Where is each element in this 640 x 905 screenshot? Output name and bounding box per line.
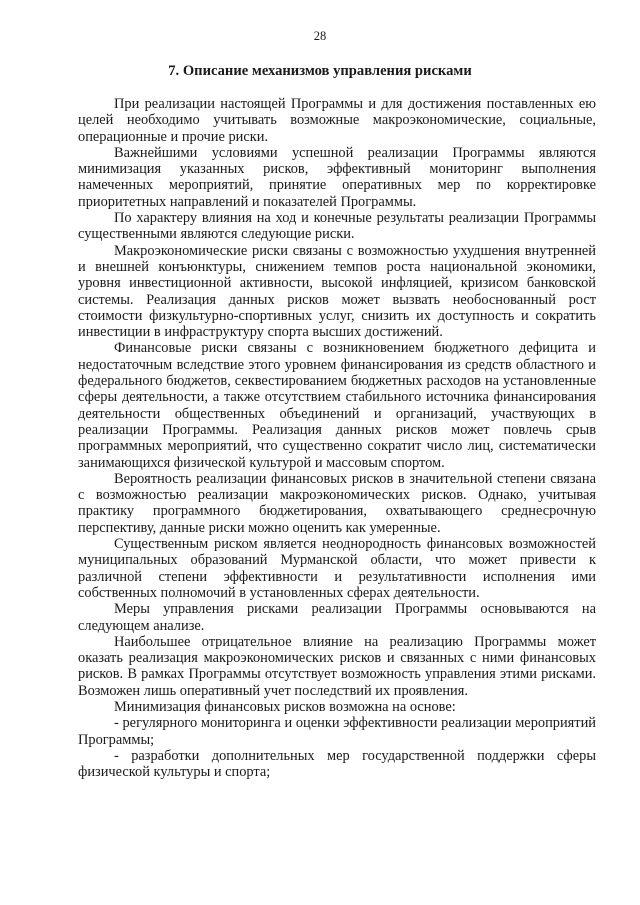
document-body (78, 96, 596, 780)
list-item: - разработки дополнительных мер государственной поддержки сферы физической культуры и спорта; (78, 747, 596, 781)
paragraph: При реализации настоящей Программы и для достижения поставленных ею целей необходимо учитывать возможные макроэкономические, социальные, операционные и прочие риски. (78, 96, 596, 145)
paragraph: По характеру влияния на ход и конечные результаты реализации Программы существенными являются следующие риски. (78, 210, 596, 243)
paragraph: Вероятность реализации финансовых рисков в значительной степени связана с возможностью реализации макроэкономических рисков. Однако, учитывая практику программного бюджетирования, охватывающего среднесрочную перспективу, данные риски можно оценить как умеренные. (78, 470, 596, 536)
section-heading: 7. Описание механизмов управления рисками (168, 63, 472, 79)
paragraph: Минимизация финансовых рисков возможна на основе: (114, 698, 456, 715)
paragraph: Важнейшими условиями успешной реализации Программы являются минимизация указанных рисков, эффективный мониторинг выполнения намеченных мероприятий, принятие оперативных мер по корректировке приоритетных направлений и показателей Программы. (78, 144, 596, 210)
paragraph: Макроэкономические риски связаны с возможностью ухудшения внутренней и внешней конъюнктуры, снижением темпов роста национальной экономики, уровня инвестиционной активности, высокой инфляцией, кризисом банковской системы. Реализация данных рисков может вызвать необоснованный рост стоимости физкультурно-спортивных услуг, снизить их доступность и сократить инвестиции в инфраструктуру спорта высших достижений. (78, 242, 596, 341)
paragraph: Финансовые риски связаны с возникновением бюджетного дефицита и недостаточным вследствие этого уровнем финансирования из средств областного и федерального бюджетов, секвестированием бюджетных расходов на установленные сферы деятельности, а также отсутствием стабильного источника финансирования деятельности общественных объединений и организаций, участвующих в реализации Программы. Реализация данных рисков может повлечь срыв программных мероприятий, что существенно сократит число лиц, систематически занимающихся физической культурой и массовым спортом. (78, 340, 596, 471)
paragraph: Наибольшее отрицательное влияние на реализацию Программы может оказать реализация макроэкономических рисков и связанных с ними финансовых рисков. В рамках Программы отсутствует возможность управления этими рисками. Возможен лишь оперативный учет последствий их проявления. (78, 633, 596, 699)
paragraph: Существенным риском является неоднородность финансовых возможностей муниципальных образований Мурманской области, что может привести к различной степени эффективности и результативности исполнения ими собственных полномочий в установленных сферах деятельности. (78, 536, 596, 601)
list-item: - регулярного мониторинга и оценки эффективности реализации мероприятий Программы; (78, 715, 596, 748)
paragraph: Меры управления рисками реализации Программы основываются на следующем анализе. (78, 601, 596, 634)
page-number: 28 (313, 29, 327, 43)
